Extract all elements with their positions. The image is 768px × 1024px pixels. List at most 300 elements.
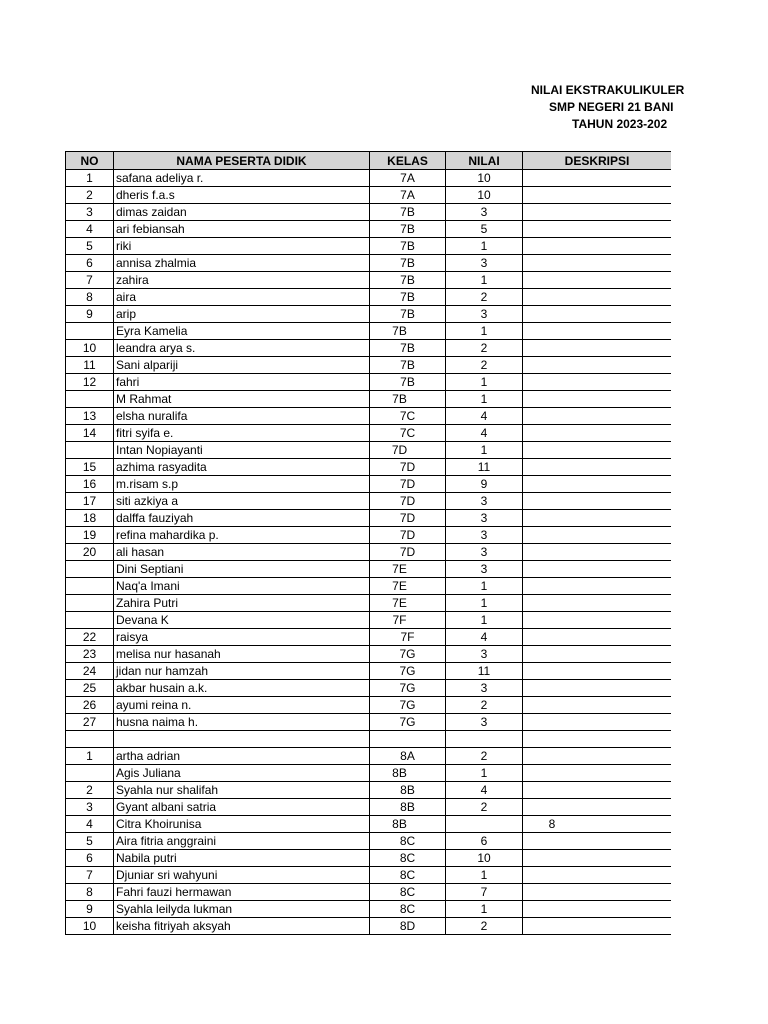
cell-nama-text: Sani alpariji: [116, 358, 179, 372]
cell-nama-text: azhima rasyadita: [116, 460, 207, 474]
cell-nama: [114, 578, 370, 595]
table-row: [66, 748, 672, 765]
cell-nilai: [446, 527, 523, 544]
cell-nama: [114, 816, 370, 833]
cell-nilai: [446, 901, 523, 918]
cell-deskripsi: [523, 646, 672, 663]
table-row: [66, 561, 672, 578]
cell-kelas-text: 8C: [399, 885, 416, 899]
cell-nilai: [446, 612, 523, 629]
cell-nilai: [446, 697, 523, 714]
cell-no-text: 9: [86, 307, 93, 321]
cell-nilai: [446, 765, 523, 782]
cell-no-text: 7: [86, 868, 93, 882]
table-row: [66, 272, 672, 289]
cell-nama: [114, 238, 370, 255]
cell-nama: [114, 680, 370, 697]
cell-nilai: [446, 170, 523, 187]
cell-no-text: 8: [86, 290, 93, 304]
header-row: [66, 152, 672, 170]
cell-nilai: [446, 629, 523, 646]
cell-no: [66, 765, 114, 782]
cell-no-text: 4: [86, 817, 93, 831]
cell-no: [66, 612, 114, 629]
cell-nilai: [446, 459, 523, 476]
cell-nilai: [446, 323, 523, 340]
cell-kelas: [370, 663, 446, 680]
cell-no: [66, 221, 114, 238]
cell-no: [66, 306, 114, 323]
cell-no: [66, 374, 114, 391]
cell-no-text: 5: [86, 834, 93, 848]
table-row: [66, 204, 672, 221]
cell-nilai: [446, 425, 523, 442]
cell-nilai: [446, 714, 523, 731]
table-row: [66, 289, 672, 306]
cell-nilai-text: 11: [477, 460, 491, 474]
cell-no: [66, 340, 114, 357]
cell-nama: [114, 272, 370, 289]
cell-kelas-text: 7C: [399, 409, 416, 423]
cell-nama-text: jidan nur hamzah: [116, 664, 209, 678]
cell-no: [66, 459, 114, 476]
cell-deskripsi: [523, 527, 672, 544]
cell-no: [66, 799, 114, 816]
cell-nama-text: Eyra Kamelia: [116, 324, 188, 338]
cell-deskripsi: [523, 238, 672, 255]
cell-kelas: [370, 323, 446, 340]
cell-kelas: [370, 204, 446, 221]
cell-kelas: [370, 629, 446, 646]
cell-kelas-text: 7C: [399, 426, 416, 440]
cell-deskripsi: [523, 901, 672, 918]
cell-kelas-text: 7D: [399, 477, 416, 491]
cell-no: [66, 391, 114, 408]
col-header-nama: NAMA PESERTA DIDIK: [114, 152, 370, 170]
cell-nama: [114, 306, 370, 323]
table-row: [66, 391, 672, 408]
cell-nama-text: Devana K: [116, 613, 169, 627]
cell-kelas: [370, 510, 446, 527]
cell-kelas-text: 7G: [399, 664, 416, 678]
cell-deskripsi: [523, 612, 672, 629]
cell-nama-text: leandra arya s.: [116, 341, 196, 355]
cell-kelas: [370, 816, 446, 833]
cell-kelas: [370, 289, 446, 306]
table-row: [66, 833, 672, 850]
cell-nama: [114, 782, 370, 799]
cell-kelas-text: 7B: [392, 392, 407, 406]
cell-no: [66, 510, 114, 527]
cell-no: [66, 442, 114, 459]
cell-kelas-text: 8B: [392, 766, 407, 780]
cell-nilai: [446, 272, 523, 289]
cell-nilai-text: 4: [480, 426, 488, 440]
cell-kelas-text: 7E: [392, 562, 407, 576]
cell-no-text: 2: [86, 783, 93, 797]
cell-nilai: [446, 476, 523, 493]
cell-nama: [114, 799, 370, 816]
cell-no-text: 1: [86, 749, 93, 763]
cell-nilai-text: 1: [480, 579, 488, 593]
cell-nama-text: elsha nuralifa: [116, 409, 188, 423]
cell-nama-text: melisa nur hasanah: [116, 647, 221, 661]
cell-kelas-text: 7B: [392, 324, 407, 338]
cell-kelas: [370, 527, 446, 544]
cell-no: [66, 833, 114, 850]
table-row: [66, 476, 672, 493]
cell-kelas: [370, 255, 446, 272]
cell-kelas: [370, 221, 446, 238]
table-row: [66, 782, 672, 799]
cell-nilai: [446, 867, 523, 884]
cell-deskripsi: [523, 816, 672, 833]
cell-nama-text: Fahri fauzi hermawan: [116, 885, 232, 899]
cell-kelas: [370, 748, 446, 765]
table-row: [66, 867, 672, 884]
cell-kelas: [370, 340, 446, 357]
cell-nama: [114, 289, 370, 306]
table-row: [66, 340, 672, 357]
cell-kelas: [370, 646, 446, 663]
cell-no-text: 9: [86, 902, 93, 916]
cell-kelas-text: 7D: [399, 460, 416, 474]
cell-nilai-text: 8: [548, 817, 556, 831]
cell-no-text: 20: [82, 545, 97, 559]
cell-nama-text: dalffa fauziyah: [116, 511, 194, 525]
cell-nama-text: dheris f.a.s: [116, 188, 175, 202]
cell-no: [66, 697, 114, 714]
cell-nama-text: refina mahardika p.: [116, 528, 219, 542]
cell-no: [66, 884, 114, 901]
cell-deskripsi: [523, 884, 672, 901]
cell-deskripsi: [523, 714, 672, 731]
cell-kelas: [370, 731, 446, 748]
cell-kelas: [370, 272, 446, 289]
cell-kelas-text: 8D: [399, 919, 416, 933]
cell-kelas: [370, 425, 446, 442]
cell-no: [66, 544, 114, 561]
cell-deskripsi: [523, 731, 672, 748]
cell-no-text: 2: [86, 188, 93, 202]
cell-no: [66, 476, 114, 493]
cell-nilai-text: 4: [480, 409, 488, 423]
cell-kelas-text: 7F: [392, 613, 407, 627]
cell-kelas: [370, 799, 446, 816]
cell-nilai-text: 7: [480, 885, 488, 899]
cell-nilai: [446, 340, 523, 357]
table-row: [66, 374, 672, 391]
cell-nama-text: Syahla leilyda lukman: [116, 902, 233, 916]
cell-no: [66, 714, 114, 731]
cell-kelas-text: 7D: [399, 545, 416, 559]
cell-nama: [114, 901, 370, 918]
cell-kelas: [370, 680, 446, 697]
table-row: [66, 527, 672, 544]
cell-no-text: 23: [82, 647, 97, 661]
table-row: [66, 884, 672, 901]
cell-kelas: [370, 918, 446, 935]
cell-nilai: [446, 510, 523, 527]
cell-nama-text: zahira: [116, 273, 149, 287]
cell-kelas-text: 8A: [400, 749, 415, 763]
cell-kelas: [370, 459, 446, 476]
col-header-no: NO: [66, 152, 114, 170]
cell-no: [66, 748, 114, 765]
cell-kelas: [370, 357, 446, 374]
cell-nama-text: Aira fitria anggraini: [116, 834, 217, 848]
cell-nilai: [446, 289, 523, 306]
cell-no-text: 15: [82, 460, 97, 474]
cell-nilai-text: 10: [477, 188, 491, 202]
cell-kelas-text: 7A: [400, 188, 415, 202]
cell-nilai-text: 5: [480, 222, 488, 236]
table-row: [66, 850, 672, 867]
cell-kelas-text: 7D: [399, 494, 416, 508]
cell-nilai: [446, 306, 523, 323]
table-row: [66, 544, 672, 561]
cell-nilai: [446, 663, 523, 680]
table-row: [66, 510, 672, 527]
cell-nilai-text: 11: [477, 664, 491, 678]
cell-nama: [114, 544, 370, 561]
cell-nilai-text: 3: [480, 715, 488, 729]
col-header-deskripsi: DESKRIPSI: [523, 152, 672, 170]
cell-nama-text: Intan Nopiayanti: [116, 443, 203, 457]
cell-kelas: [370, 170, 446, 187]
cell-nilai: [446, 255, 523, 272]
cell-kelas: [370, 544, 446, 561]
cell-nilai-text: 3: [480, 528, 488, 542]
cell-deskripsi: [523, 833, 672, 850]
cell-nilai: [446, 544, 523, 561]
cell-nama: [114, 221, 370, 238]
cell-kelas-text: 8B: [400, 800, 415, 814]
cell-no-text: 22: [82, 630, 97, 644]
cell-no-text: 7: [86, 273, 93, 287]
cell-nilai-text: 1: [480, 324, 488, 338]
table-row: [66, 697, 672, 714]
cell-kelas: [370, 374, 446, 391]
cell-no: [66, 595, 114, 612]
cell-nama-text: safana adeliya r.: [116, 171, 204, 185]
cell-no-text: 16: [82, 477, 97, 491]
cell-kelas: [370, 850, 446, 867]
cell-kelas-text: 7B: [400, 205, 415, 219]
cell-nama-text: Djuniar sri wahyuni: [116, 868, 218, 882]
cell-deskripsi: [523, 595, 672, 612]
cell-kelas-text: 7B: [400, 307, 415, 321]
cell-nama-text: Nabila putri: [116, 851, 177, 865]
cell-nama-text: fitri syifa e.: [116, 426, 174, 440]
cell-kelas-text: 7B: [400, 256, 415, 270]
cell-kelas: [370, 833, 446, 850]
cell-nama: [114, 867, 370, 884]
cell-nama-text: raisya: [116, 630, 149, 644]
cell-kelas-text: 7D: [399, 511, 416, 525]
cell-nilai-text: 10: [477, 851, 491, 865]
cell-nilai: [446, 731, 523, 748]
cell-deskripsi: [523, 408, 672, 425]
cell-no-text: 11: [83, 358, 96, 372]
cell-nama: [114, 731, 370, 748]
cell-nama: [114, 833, 370, 850]
table-row: [66, 612, 672, 629]
cell-nilai: [446, 884, 523, 901]
cell-nilai: [446, 561, 523, 578]
cell-kelas: [370, 612, 446, 629]
cell-nilai-text: 1: [480, 239, 488, 253]
cell-nilai: [446, 799, 523, 816]
cell-nilai: [446, 680, 523, 697]
cell-nama: [114, 850, 370, 867]
cell-nilai: [446, 833, 523, 850]
cell-nama: [114, 918, 370, 935]
cell-deskripsi: [523, 697, 672, 714]
cell-nama-text: annisa zhalmia: [116, 256, 197, 270]
table-row: [66, 918, 672, 935]
table-row: [66, 255, 672, 272]
cell-deskripsi: [523, 918, 672, 935]
cell-nama-text: Naq'a Imani: [116, 579, 180, 593]
cell-nama-text: aira: [116, 290, 137, 304]
cell-kelas: [370, 493, 446, 510]
cell-no: [66, 255, 114, 272]
cell-nama: [114, 340, 370, 357]
cell-nama: [114, 374, 370, 391]
cell-no: [66, 289, 114, 306]
cell-deskripsi: [523, 459, 672, 476]
cell-nilai-text: 1: [480, 392, 488, 406]
cell-kelas-text: 8C: [399, 851, 416, 865]
cell-deskripsi: [523, 765, 672, 782]
cell-deskripsi: [523, 425, 672, 442]
cell-nilai-text: 1: [480, 766, 488, 780]
cell-no: [66, 578, 114, 595]
cell-nama-text: ali hasan: [116, 545, 165, 559]
table-row: [66, 238, 672, 255]
grade-table: [65, 151, 671, 935]
table-row: [66, 170, 672, 187]
cell-nilai: [446, 442, 523, 459]
cell-kelas: [370, 782, 446, 799]
cell-no-text: 8: [86, 885, 93, 899]
cell-kelas-text: 7E: [392, 579, 407, 593]
cell-deskripsi: [523, 782, 672, 799]
cell-no-text: 3: [86, 205, 93, 219]
cell-nilai-text: 1: [480, 443, 488, 457]
cell-nama-text: keisha fitriyah aksyah: [116, 919, 231, 933]
cell-no: [66, 170, 114, 187]
cell-deskripsi: [523, 544, 672, 561]
cell-no-text: 24: [82, 664, 97, 678]
cell-nama-text: Agis Juliana: [116, 766, 181, 780]
cell-nama-text: dimas zaidan: [116, 205, 187, 219]
cell-nama: [114, 170, 370, 187]
cell-kelas: [370, 884, 446, 901]
cell-nama: [114, 323, 370, 340]
cell-nama-text: ayumi reina n.: [116, 698, 192, 712]
cell-nilai-text: 1: [480, 375, 488, 389]
cell-kelas-text: 7G: [399, 698, 416, 712]
cell-kelas: [370, 901, 446, 918]
cell-nilai-text: 3: [480, 511, 488, 525]
cell-nama: [114, 391, 370, 408]
cell-deskripsi: [523, 272, 672, 289]
cell-kelas: [370, 867, 446, 884]
table-row: [66, 663, 672, 680]
table-row: [66, 731, 672, 748]
cell-nilai-text: 4: [480, 630, 488, 644]
cell-nilai: [446, 493, 523, 510]
cell-deskripsi: [523, 476, 672, 493]
cell-nama: [114, 612, 370, 629]
col-header-kelas: KELAS: [370, 152, 446, 170]
cell-kelas: [370, 765, 446, 782]
table-row: [66, 357, 672, 374]
cell-no-text: 17: [82, 494, 97, 508]
cell-deskripsi: [523, 748, 672, 765]
cell-no: [66, 493, 114, 510]
cell-nilai-text: 9: [480, 477, 488, 491]
cell-no: [66, 323, 114, 340]
cell-nilai: [446, 357, 523, 374]
cell-nama: [114, 646, 370, 663]
cell-nama-text: Dini Septiani: [116, 562, 184, 576]
cell-nilai: [446, 850, 523, 867]
table-row: [66, 765, 672, 782]
cell-nama-text: artha adrian: [116, 749, 181, 763]
cell-no-text: 3: [86, 800, 93, 814]
cell-deskripsi: [523, 170, 672, 187]
cell-kelas-text: 8C: [399, 902, 416, 916]
cell-kelas-text: 7F: [400, 630, 415, 644]
cell-no-text: 27: [82, 715, 97, 729]
cell-nilai: [446, 782, 523, 799]
cell-nama-text: m.risam s.p: [116, 477, 179, 491]
cell-nama-text: fahri: [116, 375, 140, 389]
cell-deskripsi: [523, 799, 672, 816]
cell-deskripsi: [523, 391, 672, 408]
cell-no: [66, 731, 114, 748]
cell-nama: [114, 748, 370, 765]
title-line-1: NILAI EKSTRAKULIKULER: [531, 83, 685, 97]
cell-deskripsi: [523, 289, 672, 306]
table-row: [66, 442, 672, 459]
table-row: [66, 493, 672, 510]
cell-nilai: [446, 238, 523, 255]
cell-nama-text: M Rahmat: [116, 392, 172, 406]
cell-kelas: [370, 306, 446, 323]
cell-no: [66, 187, 114, 204]
table-row: [66, 459, 672, 476]
cell-deskripsi: [523, 255, 672, 272]
cell-kelas-text: 7D: [399, 528, 416, 542]
cell-deskripsi: [523, 306, 672, 323]
cell-nama: [114, 527, 370, 544]
cell-nilai: [446, 408, 523, 425]
cell-no: [66, 425, 114, 442]
cell-nilai-text: 3: [480, 307, 488, 321]
cell-nama-text: riki: [116, 239, 132, 253]
cell-deskripsi: [523, 561, 672, 578]
cell-nilai-text: 1: [480, 596, 488, 610]
cell-no-text: 4: [86, 222, 93, 236]
cell-nama: [114, 255, 370, 272]
cell-nama: [114, 765, 370, 782]
cell-no-text: 5: [86, 239, 93, 253]
cell-nilai-text: 2: [480, 290, 488, 304]
